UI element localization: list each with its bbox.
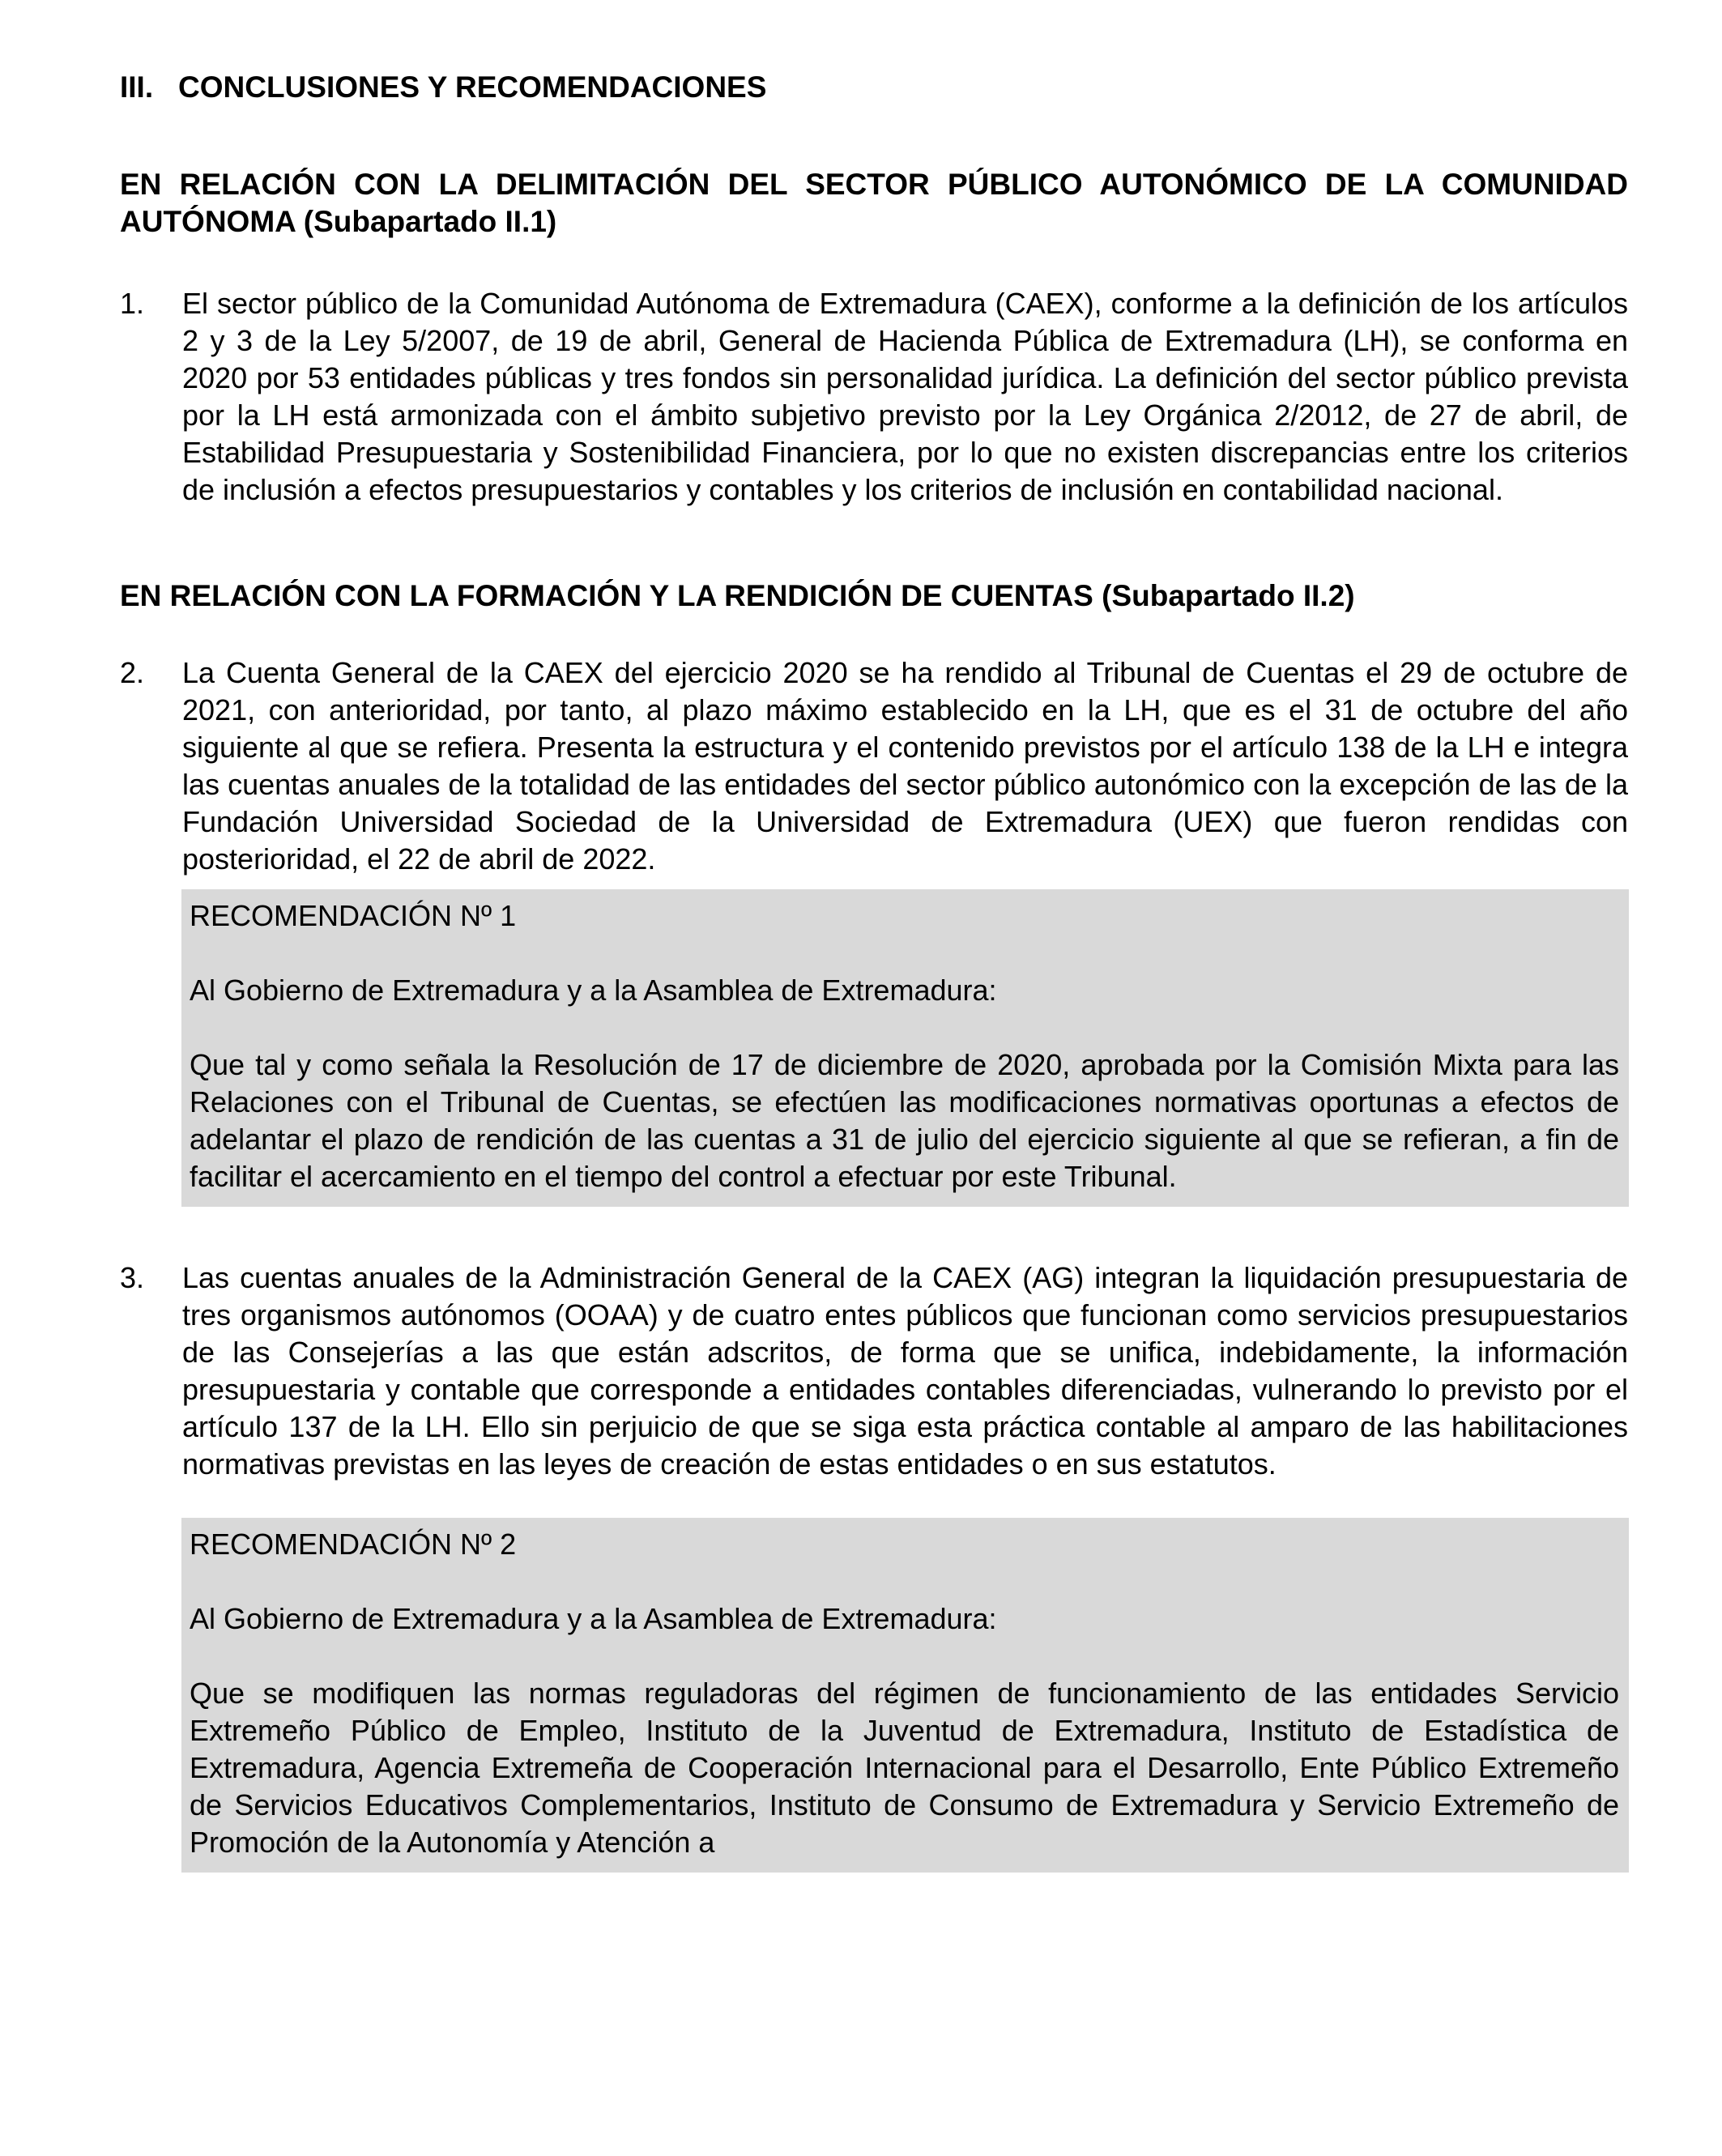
conclusion-item-1-number: 1. [120, 287, 145, 320]
recommendation-box-1 [181, 889, 1629, 1207]
conclusion-item-1-text: El sector público de la Comunidad Autónoma de Extremadura (CAEX), conforme a la definición de los artículos 2 y 3 de la Ley 5/2007, de 19 de abril, General de Hacienda Pública de Extremadura (LH), se conforma en 2020 por 53 entidades públicas y tres fondos sin personalidad jurídica. La definición del sector público prevista por la LH está armonizada con el ámbito subjetivo previsto por la Ley Orgánica 2/2012, de 27 de abril, de Estabilidad Presupuestaria y Sostenibilidad Financiera, por lo que no existen discrepancias entre los criterios de inclusión a efectos presupuestarios y contables y los criterios de inclusión en contabilidad nacional. [182, 287, 1628, 506]
spacer [120, 1483, 1628, 1518]
recommendation-2-addressee: Al Gobierno de Extremadura y a la Asamblea de Extremadura: [190, 1602, 997, 1635]
conclusion-item-2-number: 2. [120, 656, 145, 689]
recommendation-1-heading: RECOMENDACIÓN Nº 1 [190, 899, 517, 932]
document-title-text: CONCLUSIONES Y RECOMENDACIONES [178, 70, 767, 104]
recommendation-2-heading: RECOMENDACIÓN Nº 2 [190, 1528, 517, 1561]
recommendation-2-body: Que se modifiquen las normas reguladoras del régimen de funcionamiento de las entidades Servicio Extremeño Público de Empleo, Instituto de la Juventud de Extremadura, Instituto de Estadística de Extremadura, Agencia Extremeña de Cooperación Internacional para el Desarrollo, Ente Público Extremeño de Servicios Educativos Complementarios, Instituto de Consumo de Extremadura y Servicio Extremeño de Promoción de la Autonomía y Atención a [190, 1677, 1619, 1859]
spacer [120, 1207, 1628, 1259]
recommendation-box-2 [181, 1518, 1629, 1873]
spacer [120, 509, 1628, 577]
recommendation-1-body: Que tal y como señala la Resolución de 17 de diciembre de 2020, aprobada por la Comisión Mixta para las Relaciones con el Tribunal de Cuentas, se efectúen las modificaciones normativas oportunas a efectos de adelantar el plazo de rendición de las cuentas a 31 de julio del ejercicio siguiente al que se refieran, a fin de facilitar el acercamiento en el tiempo del control a efectuar por este Tribunal. [190, 1048, 1619, 1193]
conclusion-item-1 [120, 285, 1628, 509]
conclusion-item-3-number: 3. [120, 1261, 145, 1294]
spacer [120, 878, 1628, 889]
conclusion-item-2-text: La Cuenta General de la CAEX del ejercicio 2020 se ha rendido al Tribunal de Cuentas el 29 de octubre de 2021, con anterioridad, por tanto, al plazo máximo establecido en la LH, que es el 31 de octubre del año siguiente al que se refiera. Presenta la estructura y el contenido previstos por el artículo 138 de la LH e integra las cuentas anuales de la totalidad de las entidades del sector público autonómico con la excepción de las de la Fundación Universidad Sociedad de la Universidad de Extremadura (UEX) que fueron rendidas con posterioridad, el 22 de abril de 2022. [182, 656, 1628, 876]
document-title [120, 69, 1628, 106]
heading-formacion-rendicion-cuentas: EN RELACIÓN CON LA FORMACIÓN Y LA RENDICIÓN DE CUENTAS (Subapartado II.2) [120, 579, 1355, 612]
heading-delimitacion-sector-publico: EN RELACIÓN CON LA DELIMITACIÓN DEL SECTOR PÚBLICO AUTONÓMICO DE LA COMUNIDAD AUTÓNOMA (Subapartado II.1) [120, 168, 1628, 238]
conclusion-item-3 [120, 1259, 1628, 1483]
document-title-number: III. [120, 70, 154, 104]
conclusion-item-3-text: Las cuentas anuales de la Administración General de la CAEX (AG) integran la liquidación presupuestaria de tres organismos autónomos (OOAA) y de cuatro entes públicos que funcionan como servicios presupuestarios de las Consejerías a las que están adscritos, de forma que se unifica, indebidamente, la información presupuestaria y contable que corresponde a entidades contables diferenciadas, vulnerando lo previsto por el artículo 137 de la LH. Ello sin perjuicio de que se siga esta práctica contable al amparo de las habilitaciones normativas previstas en las leyes de creación de estas entidades o en sus estatutos. [182, 1261, 1628, 1481]
conclusion-item-2 [120, 654, 1628, 878]
recommendation-1-addressee: Al Gobierno de Extremadura y a la Asamblea de Extremadura: [190, 974, 997, 1007]
